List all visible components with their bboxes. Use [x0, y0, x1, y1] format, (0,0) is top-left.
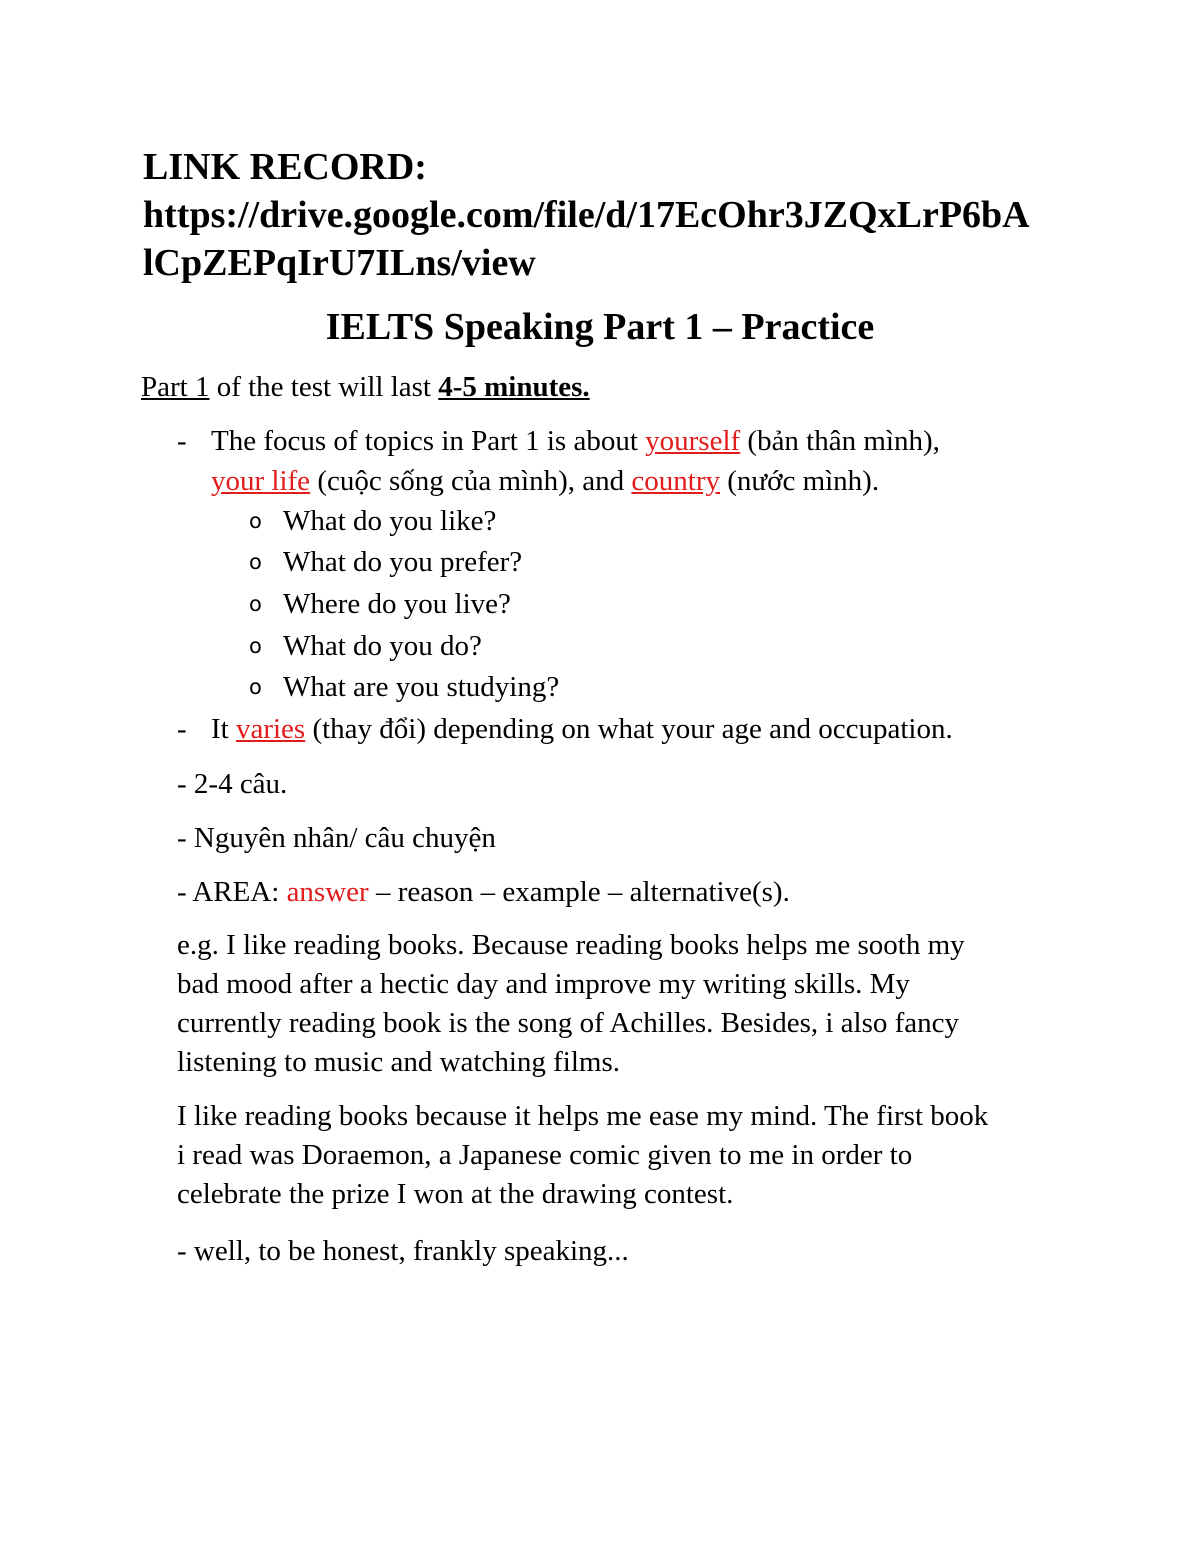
- note-area: [177, 872, 790, 912]
- circle-bullet-icon: o: [249, 550, 262, 574]
- example-1-line: e.g. I like reading books. Because reading books helps me sooth my: [177, 929, 965, 961]
- document-title: IELTS Speaking Part 1 – Practice: [325, 306, 875, 348]
- example-1-line: bad mood after a hectic day and improve my writing skills. My: [177, 968, 910, 1000]
- keyword-yourself: yourself: [645, 425, 741, 457]
- area-text-b: – reason – example – alternative(s).: [368, 876, 790, 908]
- question-item: Where do you live?: [283, 588, 511, 620]
- example-1-line: currently reading book is the song of Achilles. Besides, i also fancy: [177, 1007, 960, 1039]
- varies-text-b: (thay đổi) depending on what your age and occupation.: [305, 713, 953, 745]
- circle-bullet-icon: o: [249, 634, 262, 658]
- example-paragraph-2: [177, 1097, 1077, 1214]
- question-item: What do you do?: [283, 630, 482, 662]
- example-paragraph-1: [177, 926, 1077, 1082]
- focus-text-d: (nước mình).: [719, 465, 880, 497]
- example-2-line: I like reading books because it helps me ease my mind. The first book: [177, 1100, 989, 1132]
- circle-bullet-icon: o: [249, 509, 262, 533]
- focus-text-c: (cuộc sống của mình), and: [310, 465, 632, 497]
- keyword-varies: varies: [235, 713, 306, 745]
- bullet-dash: -: [177, 713, 187, 745]
- example-2-line: i read was Doraemon, a Japanese comic given to me in order to: [177, 1139, 913, 1171]
- example-2-line: celebrate the prize I won at the drawing contest.: [177, 1178, 734, 1210]
- circle-bullet-icon: o: [249, 592, 262, 616]
- link-record-label: LINK RECORD:: [143, 146, 427, 188]
- example-1-line: listening to music and watching films.: [177, 1046, 621, 1078]
- bullet-dash: -: [177, 425, 187, 457]
- keyword-your-life: your life: [211, 465, 311, 497]
- duration-text: 4-5 minutes.: [438, 371, 590, 403]
- area-text-a: - AREA:: [177, 876, 287, 908]
- part-1-label: Part 1: [141, 371, 210, 403]
- question-item: What are you studying?: [283, 671, 560, 703]
- circle-bullet-icon: o: [249, 675, 262, 699]
- link-record-heading: [143, 143, 1143, 287]
- record-url-line-2[interactable]: lCpZEPqIrU7ILns/view: [143, 242, 536, 284]
- record-url-line-1[interactable]: https://drive.google.com/file/d/17EcOhr3JZQxLrP6bA: [143, 194, 1030, 236]
- focus-line-2: [211, 461, 879, 501]
- varies-line: [211, 709, 953, 749]
- focus-line-1: [211, 421, 940, 461]
- question-item: What do you prefer?: [283, 546, 523, 578]
- fillers-note: - well, to be honest, frankly speaking...: [177, 1235, 629, 1267]
- intro-line: [141, 367, 590, 407]
- varies-text-a: It: [211, 713, 236, 745]
- focus-text-b: (bản thân mình),: [740, 425, 940, 457]
- question-item: What do you like?: [283, 505, 497, 537]
- focus-text-a: The focus of topics in Part 1 is about: [211, 425, 646, 457]
- note-sentences: - 2-4 câu.: [177, 768, 288, 800]
- keyword-country: country: [631, 465, 720, 497]
- keyword-answer: answer: [286, 876, 369, 908]
- intro-middle-text: of the test will last: [209, 371, 439, 403]
- note-reason: - Nguyên nhân/ câu chuyện: [177, 822, 496, 854]
